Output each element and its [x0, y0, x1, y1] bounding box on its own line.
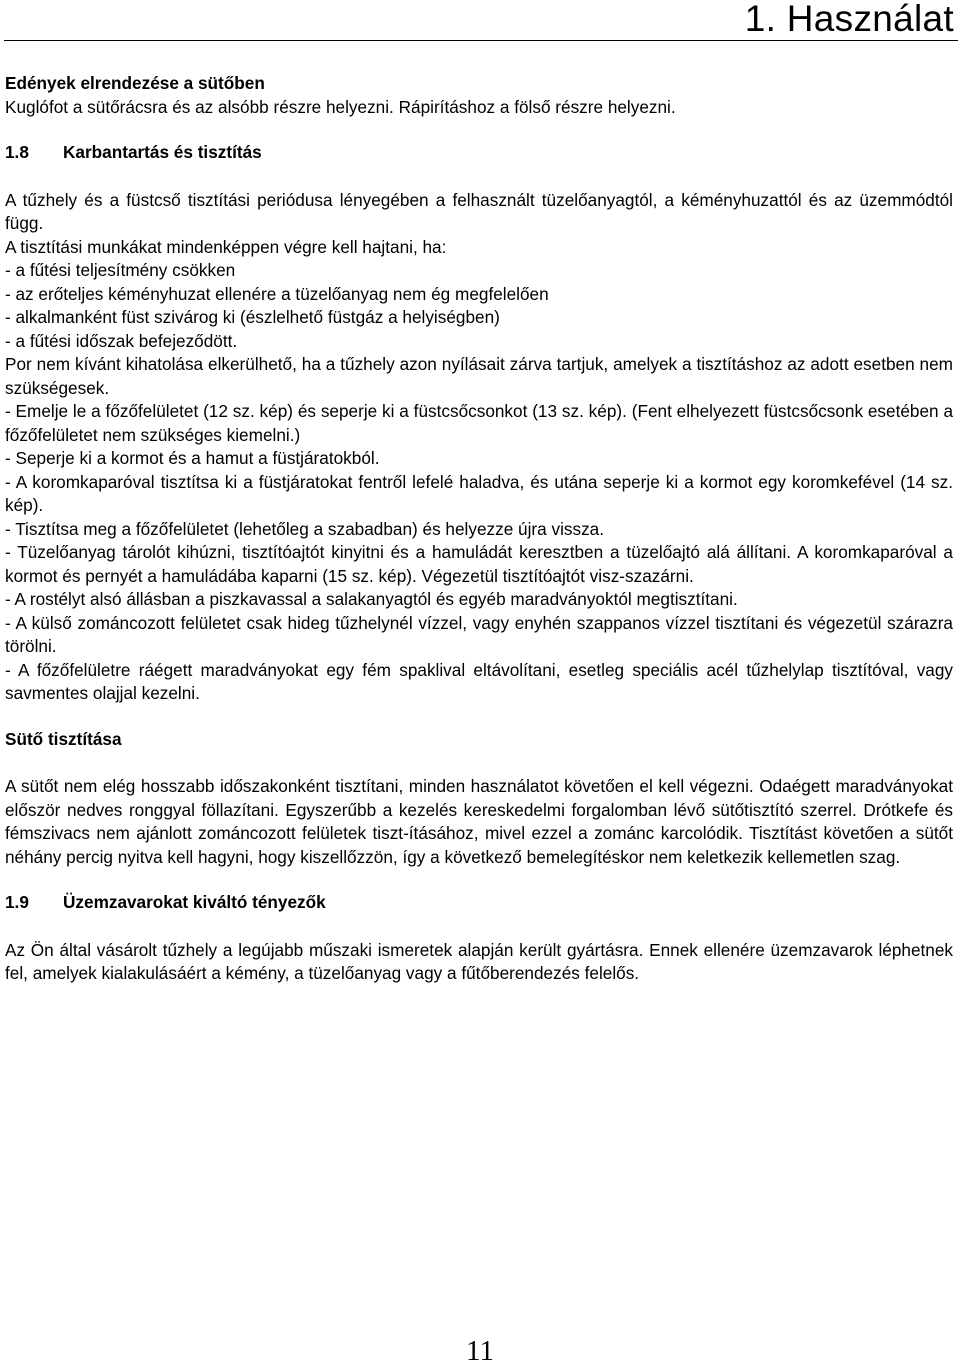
malfunctions-section-number: 1.9 [5, 892, 29, 912]
cleaning-step: - A rostélyt alsó állásban a piszkavassal a salakanyagtól és egyéb maradványoktól megtisztítani. [5, 589, 738, 609]
page-number: 11 [466, 1335, 494, 1367]
malfunctions-text: Az Ön által vásárolt tűzhely a legújabb műszaki ismeretek alapján került gyártásra. Ennek ellenére üzemzavarok léphetnek fel, amelyek kialakulásáért a kémény, a tüzelőanyag vagy a fűtőberendezés felelős. [5, 939, 953, 983]
conditions-lead: A tisztítási munkákat mindenképpen végre kell hajtani, ha: [5, 236, 447, 257]
condition-item: - a fűtési teljesítmény csökken [5, 260, 236, 280]
maintenance-section-title: Karbantartás és tisztítás [63, 142, 262, 162]
cleaning-step: - A koromkaparóval tisztítsa ki a füstjáratokat fentről lefelé haladva, és utána seperje ki a kormot egy koromkefével (14 sz. kép). [5, 471, 953, 515]
cleaning-step: - Seperje ki a kormot és a hamut a füstjáratokból. [5, 448, 380, 468]
cleaning-step: - Tüzelőanyag tárolót kihúzni, tisztítóajtót kinyitni és a hamuládát keresztben a tüzelőajtó alá állítani. A koromkaparóval a kormot és pernyét a hamuládába kaparni (15 sz. kép). Végezetül tisztítóajtót visz-szazárni. [5, 542, 953, 586]
maintenance-intro: A tűzhely és a füstcső tisztítási periódusa lényegében a felhasznált tüzelőanyagtól, a kéményhuzattól és az üzemmódtól függ. [5, 189, 953, 233]
header-rule [4, 40, 958, 41]
oven-cleaning-heading: Sütő tisztítása [5, 728, 122, 749]
cookware-heading: Edények elrendezése a sütőben [5, 73, 265, 93]
malfunctions-section-title: Üzemzavarokat kiváltó tényezők [63, 892, 326, 912]
cleaning-step: - A külső zománcozott felületet csak hideg tűzhelynél vízzel, vagy enyhén szappanos vízzel tisztítani és végezetül szárazra törölni. [5, 612, 953, 656]
cleaning-step: - Emelje le a főzőfelületet (12 sz. kép) és seperje ki a füstcsőcsonkot (13 sz. kép). (Fent elhelyezett füstcsőcsonk esetében a főzőfelületet nem szükséges kiemelni.) [5, 401, 953, 445]
cleaning-step: - Tisztítsa meg a főzőfelületet (lehetőleg a szabadban) és helyezze újra vissza. [5, 518, 605, 539]
cookware-text: Kuglófot a sütőrácsra és az alsóbb részre helyezni. Rápirításhoz a fölső részre helyezni. [5, 96, 676, 117]
oven-cleaning-text: A sütőt nem elég hosszabb időszakonként tisztítani, minden használatot követően el kell végezni. Odaégett maradványokat először nedves ronggyal föllazítani. Egyszerűbb a kezelés kereskedelmi forgalomban lévő sütőtisztító szerrel. Drótkefe és fémszivacs nem ajánlott zománcozott felületek tiszt-ításához, mivel ezzel a zománc karcolódik. Tisztítást követően a sütőt néhány percig nyitva kell hagyni, hogy kiszellőzzön, így a következő bemelegítéskor nem keletkezik kellemetlen szag. [5, 776, 953, 867]
maintenance-section-number: 1.8 [5, 142, 29, 162]
condition-item: - az erőteljes kéményhuzat ellenére a tüzelőanyag nem ég megfelelően [5, 283, 549, 304]
maintenance-note: Por nem kívánt kihatolása elkerülhető, ha a tűzhely azon nyílásait zárva tartjuk, amelyek a tisztításhoz az adott esetben nem szükségesek. [5, 354, 953, 398]
cleaning-step: - A főzőfelületre ráégett maradványokat egy fém spaklival eltávolítani, esetleg speciális acél tűzhelylap tisztítóval, vagy savmentes olajjal kezelni. [5, 659, 953, 703]
chapter-title: 1. Használat [744, 0, 954, 39]
condition-item: - a fűtési időszak befejeződött. [5, 330, 238, 351]
maintenance-heading [5, 141, 953, 165]
page-body [5, 72, 953, 986]
condition-item: - alkalmanként füst szivárog ki (észlelhető füstgáz a helyiségben) [5, 307, 500, 327]
malfunctions-heading [5, 891, 953, 915]
